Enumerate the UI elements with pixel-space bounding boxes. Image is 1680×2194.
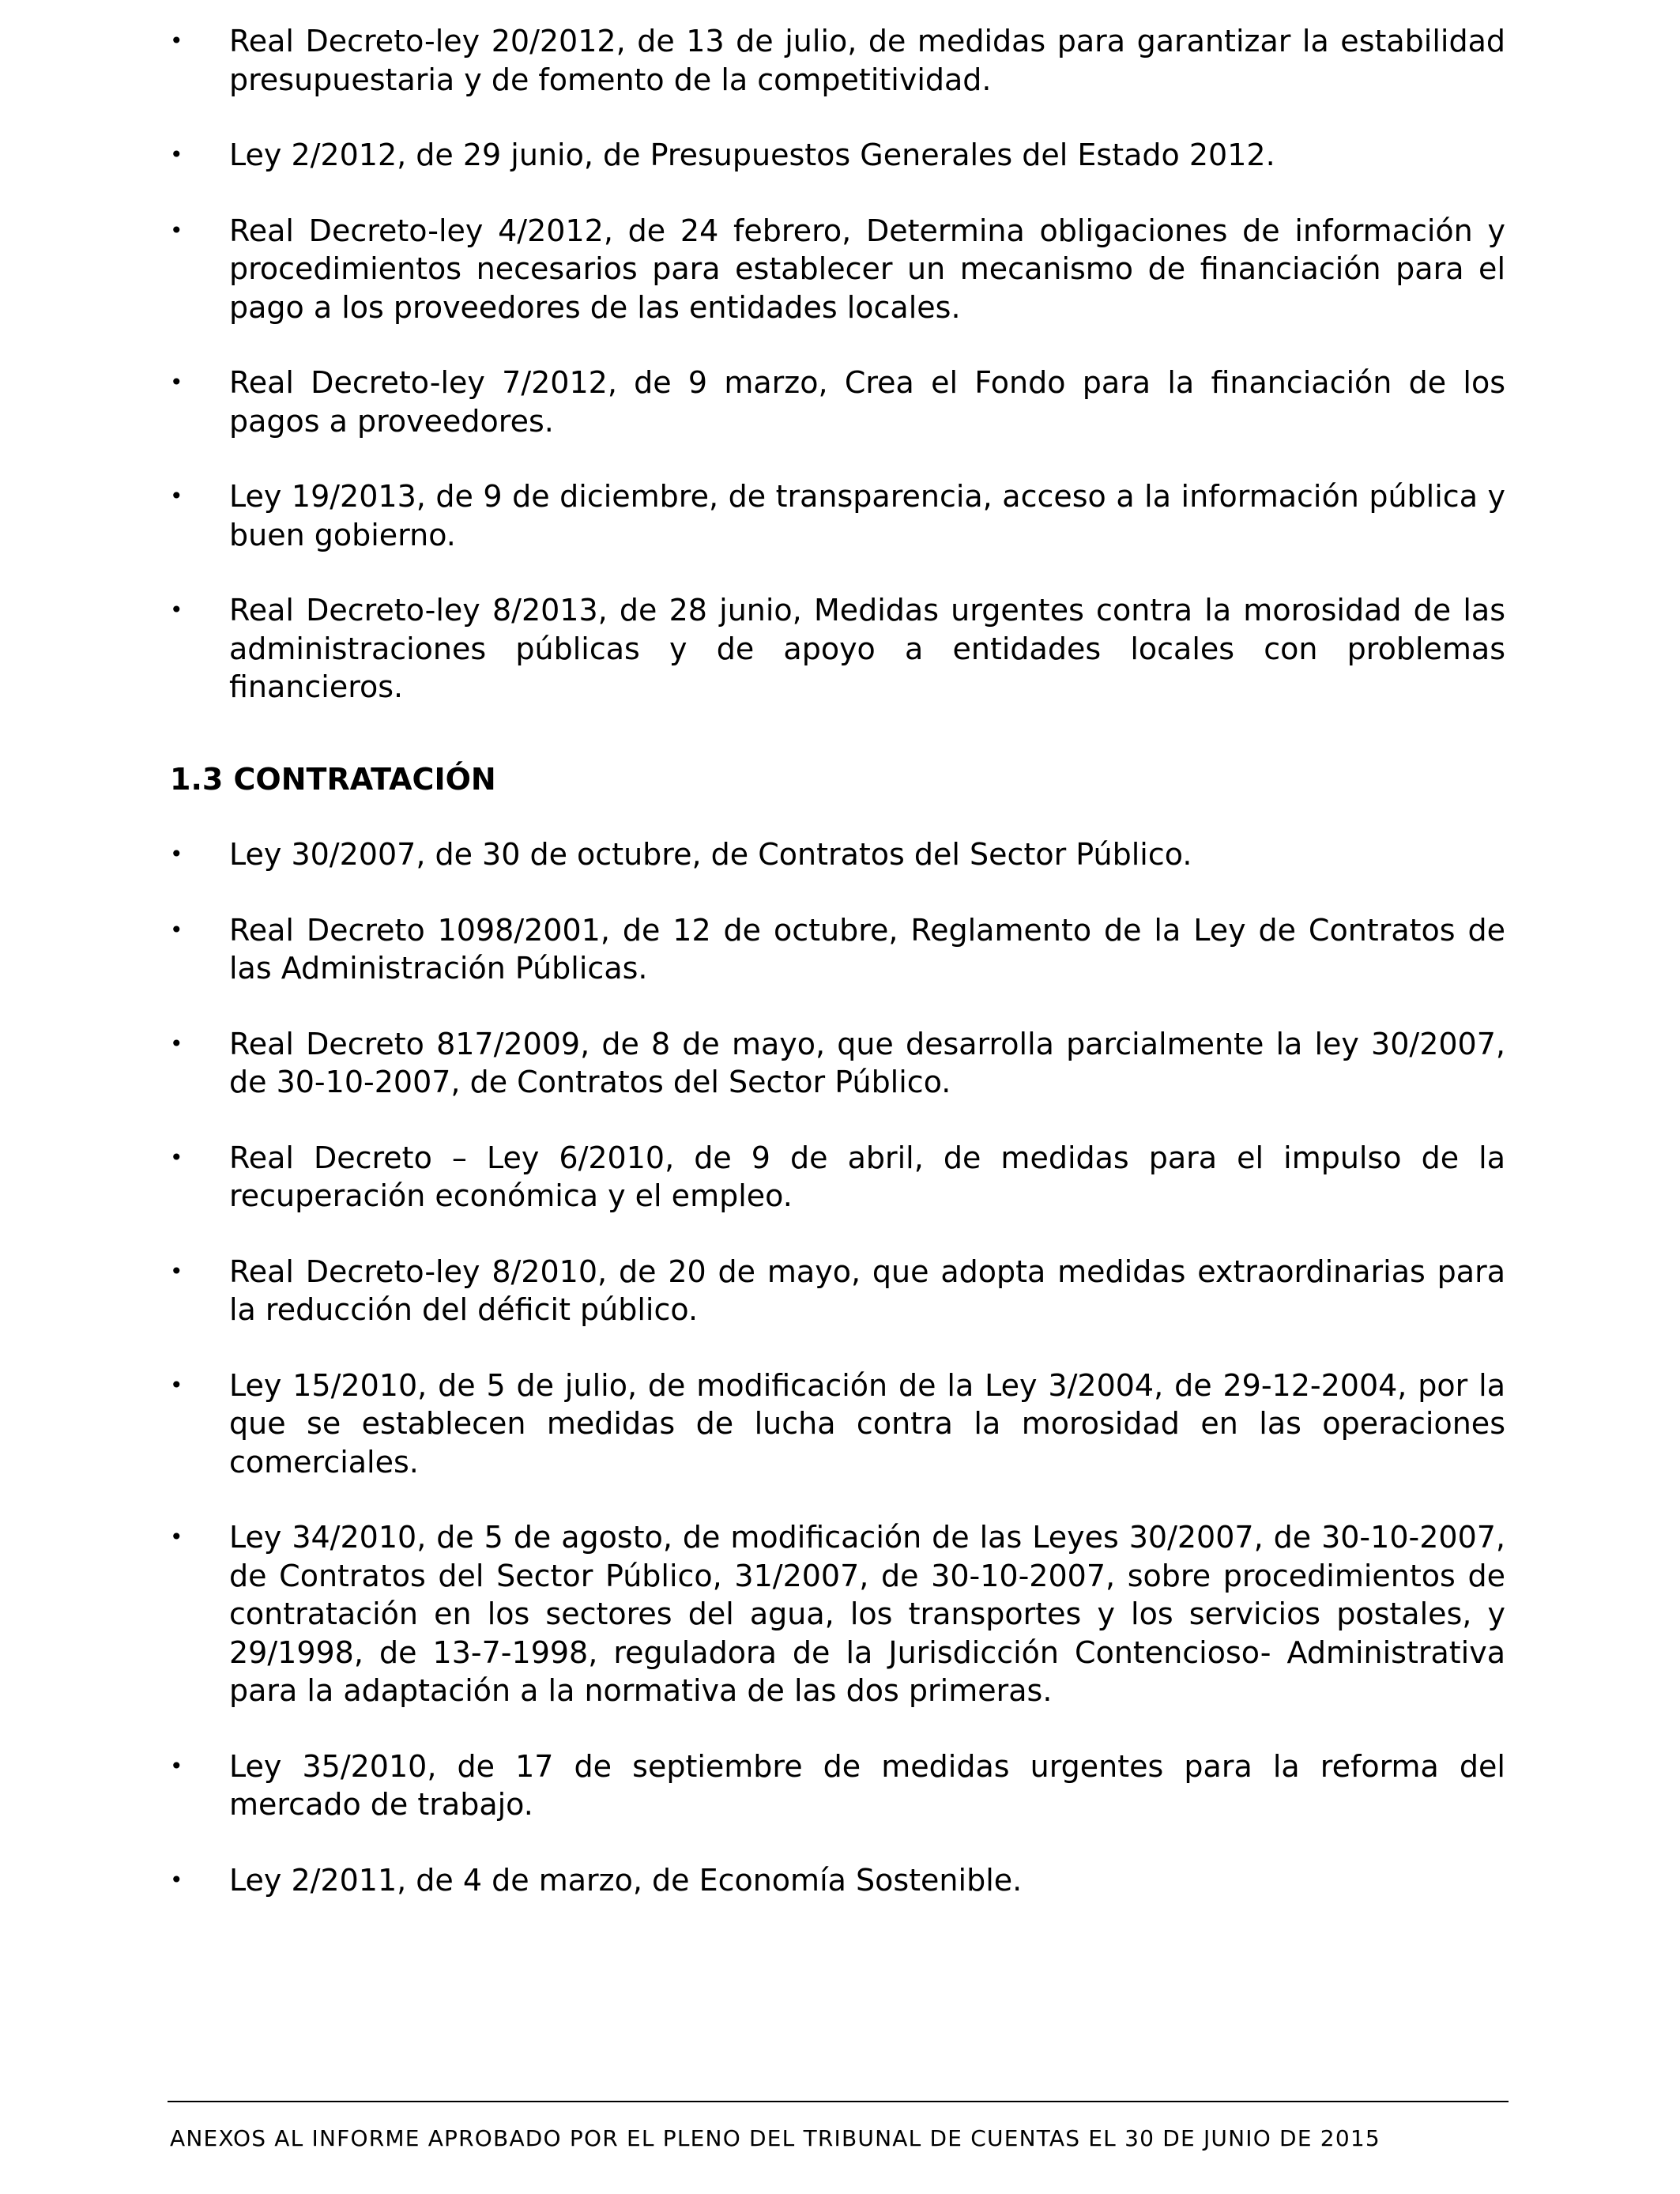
bullet-icon: •	[170, 1524, 183, 1550]
list-item	[170, 1861, 1505, 1900]
bullet-icon: •	[170, 1866, 183, 1893]
list-item-text: Ley 30/2007, de 30 de octubre, de Contratos del Sector Público.	[229, 837, 1192, 872]
bullet-icon: •	[170, 841, 183, 867]
bullet-icon: •	[170, 1752, 183, 1779]
list-item	[170, 911, 1505, 988]
list-item	[170, 1253, 1505, 1329]
list-item-text: Real Decreto 817/2009, de 8 de mayo, que desarrolla parcialmente la ley 30/2007, de 30-10-2007, de Contratos del Sector Público.	[229, 1026, 1505, 1099]
list-item-text: Ley 2/2012, de 29 junio, de Presupuestos Generales del Estado 2012.	[229, 138, 1275, 172]
bullet-icon: •	[170, 916, 183, 943]
list-item	[170, 1025, 1505, 1102]
list-item	[170, 22, 1505, 99]
list-item-text: Ley 15/2010, de 5 de julio, de modificación de la Ley 3/2004, de 29-12-2004, por la que se establecen medidas de lucha contra la morosidad en las operaciones comerciales.	[229, 1367, 1505, 1480]
list-item-text: Ley 2/2011, de 4 de marzo, de Economía Sostenible.	[229, 1862, 1023, 1898]
list-item-text: Real Decreto-ley 20/2012, de 13 de julio, de medidas para garantizar la estabilidad presupuestaria y de fomento de la competitividad.	[229, 24, 1505, 97]
bullet-icon: •	[170, 483, 183, 509]
list-item-text: Real Decreto-ley 4/2012, de 24 febrero, Determina obligaciones de información y procedimientos necesarios para establecer un mecanismo de financiación para el pago a los proveedores de las entidades locales.	[229, 213, 1505, 325]
bullet-icon: •	[170, 1144, 183, 1171]
section-heading: 1.3 CONTRATACIÓN	[170, 762, 496, 797]
bullet-icon: •	[170, 217, 183, 243]
bullet-icon: •	[170, 1257, 183, 1284]
list-item-text: Real Decreto 1098/2001, de 12 de octubre, Reglamento de la Ley de Contratos de las Administración Públicas.	[229, 912, 1505, 986]
list-item-text: Ley 35/2010, de 17 de septiembre de medidas urgentes para la reforma del mercado de trabajo.	[229, 1748, 1505, 1822]
list-item-text: Ley 34/2010, de 5 de agosto, de modificación de las Leyes 30/2007, de 30-10-2007, de Contratos del Sector Público, 31/2007, de 30-10-2007, sobre procedimientos de contratación en los sectores del agua, los transportes y los servicios postales, y 29/1998, de 13-7-1998, reguladora de la Jurisdicción Contencioso- Administrativa para la adaptación a la normativa de las dos primeras.	[229, 1520, 1505, 1708]
bullet-icon: •	[170, 1371, 183, 1398]
list-item	[170, 136, 1505, 175]
list-item	[170, 1367, 1505, 1482]
bullet-icon: •	[170, 597, 183, 623]
list-item	[170, 1747, 1505, 1824]
page-footer: ANEXOS AL INFORME APROBADO POR EL PLENO DEL TRIBUNAL DE CUENTAS EL 30 DE JUNIO DE 2015	[170, 2125, 1381, 2151]
list-item-text: Real Decreto – Ley 6/2010, de 9 de abril, de medidas para el impulso de la recuperación económica y el empleo.	[229, 1140, 1505, 1213]
list-item	[170, 364, 1505, 440]
bullet-icon: •	[170, 369, 183, 395]
bullet-icon: •	[170, 28, 183, 54]
footer-divider	[168, 2101, 1509, 2102]
list-item	[170, 212, 1505, 327]
list-item-text: Real Decreto-ley 8/2013, de 28 junio, Medidas urgentes contra la morosidad de las administraciones públicas y de apoyo a entidades locales con problemas financieros.	[229, 593, 1505, 704]
bullet-icon: •	[170, 1030, 183, 1057]
list-item-text: Real Decreto-ley 7/2012, de 9 marzo, Crea el Fondo para la financiación de los pagos a proveedores.	[229, 365, 1505, 439]
list-item	[170, 591, 1505, 707]
list-item	[170, 1139, 1505, 1216]
list-item	[170, 1518, 1505, 1710]
list-item	[170, 835, 1505, 874]
list-item	[170, 477, 1505, 554]
list-item-text: Real Decreto-ley 8/2010, de 20 de mayo, que adopta medidas extraordinarias para la reducción del déficit público.	[229, 1253, 1505, 1327]
normativa-list	[170, 22, 1505, 744]
bullet-icon: •	[170, 141, 183, 168]
list-item-text: Ley 19/2013, de 9 de diciembre, de transparencia, acceso a la información pública y buen gobierno.	[229, 479, 1505, 552]
contratacion-list	[170, 835, 1505, 1936]
